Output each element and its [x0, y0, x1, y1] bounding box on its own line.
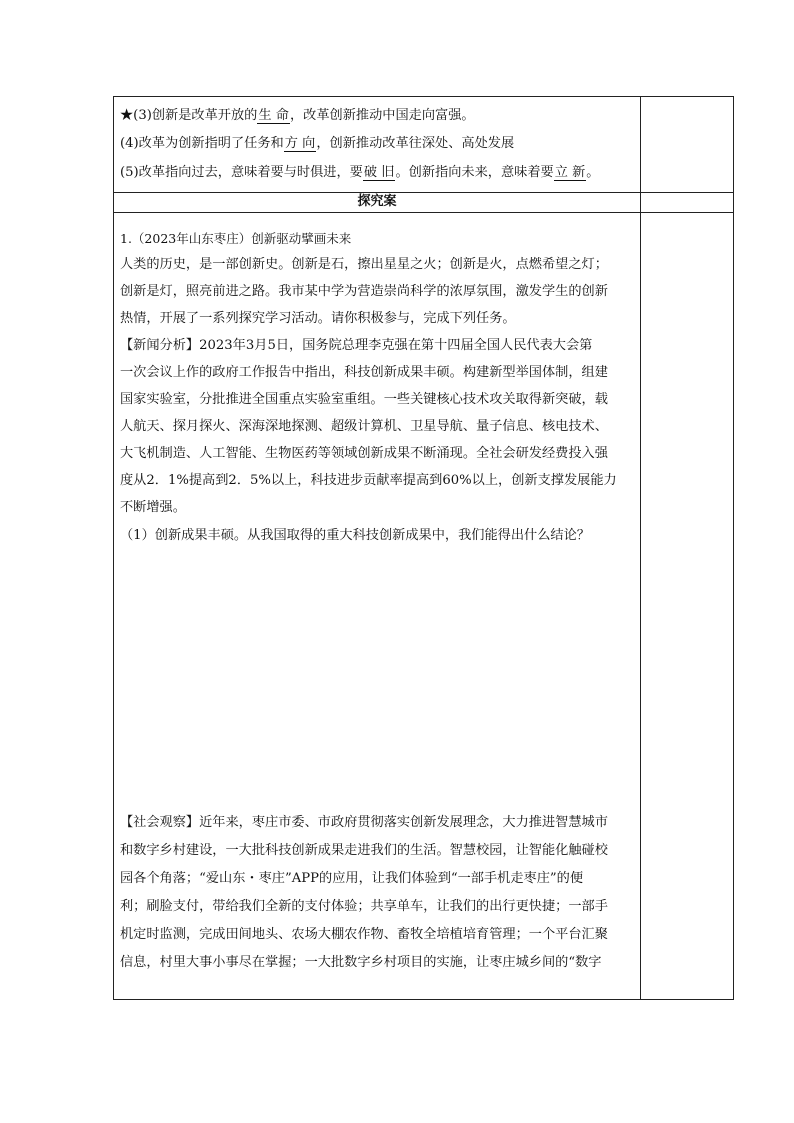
news-line: 人航天、探月探火、深海深地探测、超级计算机、卫星导航、量子信息、核电技术、 — [120, 419, 608, 434]
social-line: 和数字乡村建设，一大批科技创新成果走进我们的生活。智慧校园，让智能化触碰校 — [120, 843, 608, 858]
answer-blank: 生 命 — [258, 108, 289, 123]
answer-blank: 立 新 — [554, 165, 586, 180]
social-line: 利；刷脸支付，带给我们全新的支付体验；共享单车，让我们的出行更快捷；一部手 — [120, 899, 608, 914]
question-title: 1.（2023年山东枣庄）创新驱动擘画未来 — [120, 231, 352, 246]
news-line: 国家实验室，分批推进全国重点实验室重组。一些关键核心技术攻关取得新突破，载 — [120, 392, 608, 407]
column-divider — [640, 97, 641, 999]
intro-line: 创新是灯，照亮前进之路。我市某中学为营造崇尚科学的浓厚氛围，激发学生的创新 — [120, 284, 608, 299]
point-3: ★(3)创新是改革开放的生 命，改革创新推动中国走向富强。 — [120, 108, 475, 123]
row-divider — [114, 212, 733, 213]
section-header: 探究案 — [357, 194, 397, 209]
news-line: 【新闻分析】2023年3月5日，国务院总理李克强在第十四届全国人民代表大会第 — [120, 338, 593, 353]
worksheet-table — [113, 96, 734, 1000]
social-line: 园各个角落；“爱山东・枣庄”APP的应用，让我们体验到“一部手机走枣庄”的便 — [120, 871, 584, 886]
news-line: 不断增强。 — [120, 500, 186, 515]
news-line: 大飞机制造、人工智能、生物医药等领域创新成果不断涌现。全社会研发经费投入强 — [120, 446, 608, 461]
point-5: (5)改革指向过去，意味着要与时俱进，要破 旧。创新指向未来，意味着要立 新。 — [120, 165, 600, 180]
social-line: 机定时监测，完成田间地头、农场大棚农作物、畜牧全培植培育管理；一个平台汇聚 — [120, 927, 608, 942]
news-line: 一次会议上作的政府工作报告中指出，科技创新成果丰硕。构建新型举国体制，组建 — [120, 365, 608, 380]
point-4: (4)改革为创新指明了任务和方 向，创新推动改革往深处、高处发展 — [120, 136, 515, 151]
sub-question-1: （1）创新成果丰硕。从我国取得的重大科技创新成果中，我们能得出什么结论？ — [120, 528, 590, 543]
answer-blank: 破 旧 — [363, 165, 395, 180]
news-line: 度从2．1%提高到2．5%以上，科技进步贡献率提高到60%以上，创新支撑发展能力 — [120, 473, 617, 488]
intro-line: 人类的历史，是一部创新史。创新是石，擦出星星之火；创新是火，点燃希望之灯； — [120, 257, 608, 272]
answer-blank: 方 向 — [284, 136, 316, 151]
intro-line: 热情，开展了一系列探究学习活动。请你积极参与，完成下列任务。 — [120, 311, 516, 326]
social-line: 【社会观察】近年来，枣庄市委、市政府贯彻落实创新发展理念，大力推进智慧城市 — [120, 815, 608, 830]
social-line: 信息，村里大事小事尽在掌握；一大批数字乡村项目的实施，让枣庄城乡间的“数字 — [120, 955, 602, 970]
